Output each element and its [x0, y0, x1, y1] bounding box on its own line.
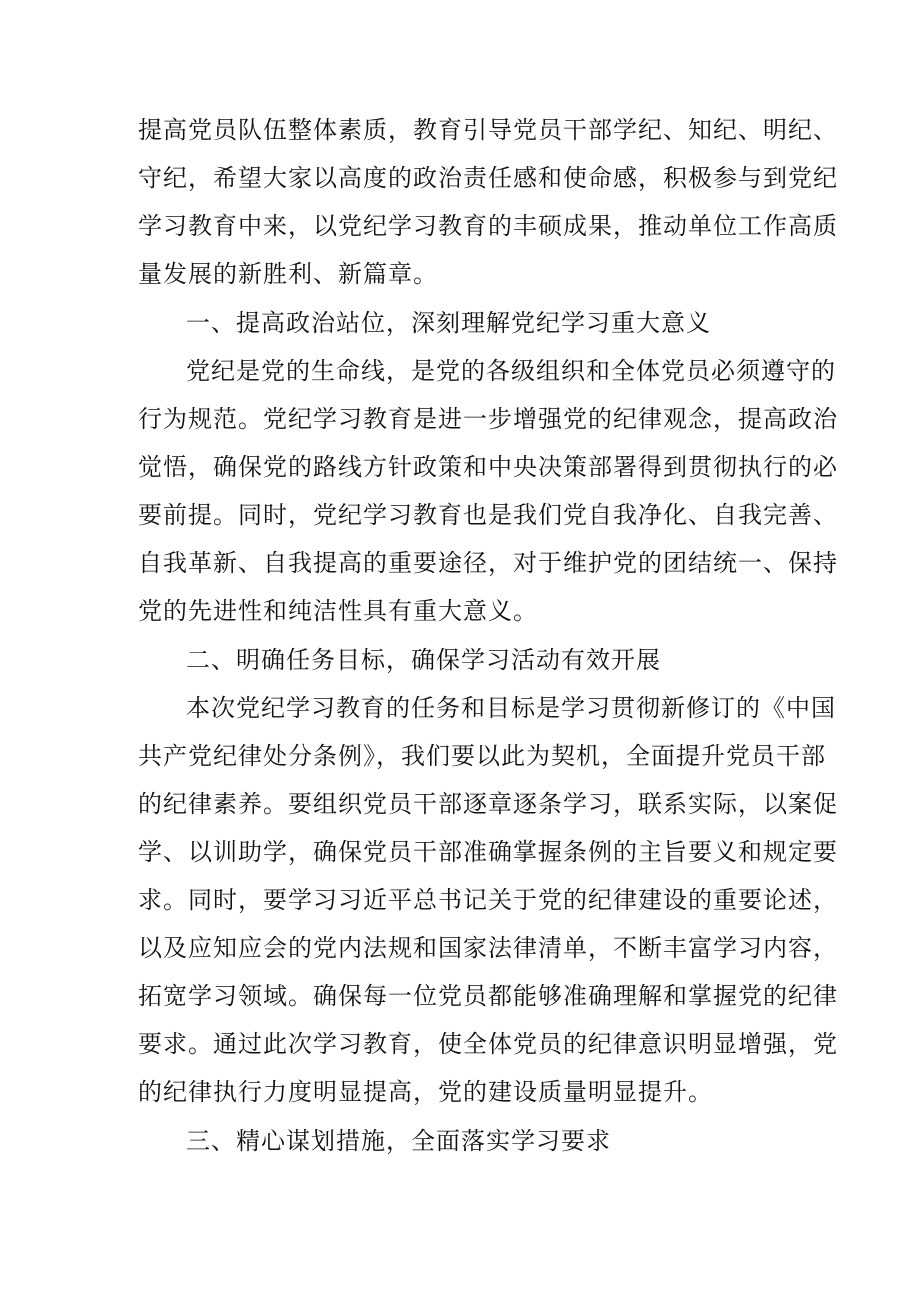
paragraph-section2-line: 共产党纪律处分条例》，我们要以此为契机，全面提升党员干部	[138, 742, 826, 770]
paragraph-intro-line: 守纪，希望大家以高度的政治责任感和使命感，积极参与到党纪	[138, 164, 838, 192]
section-heading-2: 二、明确任务目标，确保学习活动有效开展	[186, 646, 661, 674]
paragraph-section1-line: 行为规范。党纪学习教育是进一步增强党的纪律观念，提高政治	[138, 405, 838, 433]
paragraph-intro-line: 提高党员队伍整体素质，教育引导党员干部学纪、知纪、明纪、	[138, 116, 838, 144]
paragraph-section2-line: 要求。通过此次学习教育，使全体党员的纪律意识明显增强，党	[138, 1030, 838, 1058]
paragraph-section1-line: 要前提。同时，党纪学习教育也是我们党自我净化、自我完善、	[138, 501, 838, 529]
paragraph-section2-line: 拓宽学习领域。确保每一位党员都能够准确理解和掌握党的纪律	[138, 982, 838, 1010]
paragraph-section2-line: 学、以训助学，确保党员干部准确掌握条例的主旨要义和规定要	[138, 838, 838, 866]
paragraph-intro-line: 学习教育中来，以党纪学习教育的丰硕成果，推动单位工作高质	[138, 212, 838, 240]
paragraph-section2-line: 本次党纪学习教育的任务和目标是学习贯彻新修订的《中国	[186, 694, 836, 722]
paragraph-section1-line: 自我革新、自我提高的重要途径，对于维护党的团结统一、保持	[138, 549, 838, 577]
paragraph-section2-line: 以及应知应会的党内法规和国家法律清单，不断丰富学习内容，	[138, 934, 838, 962]
paragraph-section2-line: 的纪律素养。要组织党员干部逐章逐条学习，联系实际，以案促	[138, 790, 838, 818]
paragraph-section1-line: 党纪是党的生命线，是党的各级组织和全体党员必须遵守的	[186, 357, 836, 385]
paragraph-section2-line: 的纪律执行力度明显提高，党的建设质量明显提升。	[138, 1078, 713, 1106]
paragraph-intro-line: 量发展的新胜利、新篇章。	[138, 260, 438, 288]
paragraph-section1-line: 觉悟，确保党的路线方针政策和中央决策部署得到贯彻执行的必	[138, 453, 838, 481]
section-heading-1: 一、提高政治站位，深刻理解党纪学习重大意义	[186, 309, 711, 337]
section-heading-3: 三、精心谋划措施，全面落实学习要求	[186, 1127, 611, 1155]
paragraph-section1-line: 党的先进性和纯洁性具有重大意义。	[138, 597, 538, 625]
paragraph-section2-line: 求。同时，要学习习近平总书记关于党的纪律建设的重要论述，	[138, 886, 838, 914]
